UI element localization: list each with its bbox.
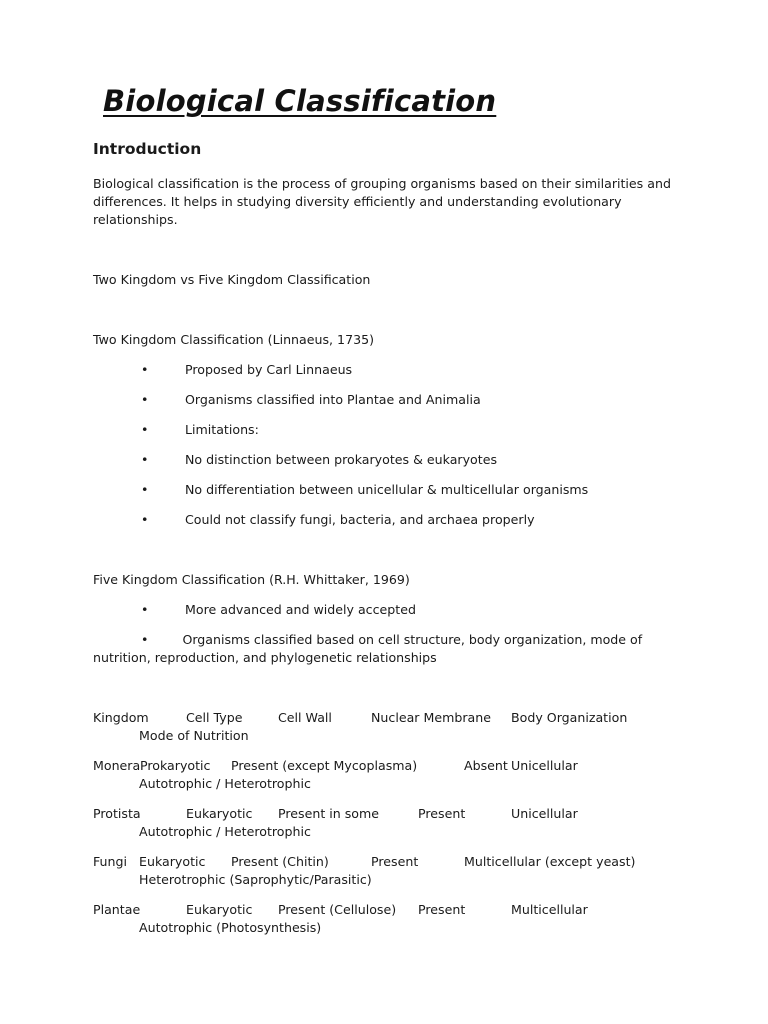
- table-cell: Present (except Mycoplasma): [231, 758, 418, 773]
- bullet-icon: •: [141, 362, 149, 377]
- table-cell: Plantae: [93, 902, 141, 917]
- table-cell: Multicellular (except yeast): [464, 854, 636, 869]
- table-cell: Present (Chitin): [231, 854, 329, 869]
- column-header: Body Organization: [511, 710, 628, 725]
- intro-paragraph: Biological classification is the process of grouping organisms based on their similarities and differences. It helps in studying diversity efficiently and understanding evolutionary relationships.: [93, 176, 671, 227]
- table-cell: Absent: [464, 758, 508, 773]
- table-cell: Present: [371, 854, 419, 869]
- bullet-icon: •: [141, 512, 149, 527]
- bullet-icon: •: [141, 602, 149, 617]
- list-item-text: Organisms classified based on cell structure, body organization, mode of nutrition, reproduction, and phylogenetic relationships: [93, 632, 643, 665]
- comparison-heading: Two Kingdom vs Five Kingdom Classification: [93, 272, 371, 287]
- table-cell: Eukaryotic: [186, 806, 253, 821]
- bullet-icon: •: [141, 422, 149, 437]
- table-cell: Unicellular: [511, 806, 578, 821]
- bullet-icon: •: [141, 482, 149, 497]
- table-cell: Monera: [93, 758, 141, 773]
- list-item-text: Limitations:: [185, 422, 259, 437]
- table-header-row: [0, 709, 768, 745]
- table-cell: Autotrophic / Heterotrophic: [139, 776, 311, 791]
- table-cell: Heterotrophic (Saprophytic/Parasitic): [139, 872, 372, 887]
- list-item-text: Organisms classified into Plantae and Animalia: [185, 392, 481, 407]
- list-item-text: Proposed by Carl Linnaeus: [185, 362, 353, 377]
- table-cell: Present: [418, 806, 466, 821]
- two-kingdom-heading: Two Kingdom Classification (Linnaeus, 1735): [93, 332, 375, 347]
- intro-heading: Introduction: [93, 140, 202, 158]
- bullet-icon: •: [141, 452, 149, 467]
- list-item-text: No distinction between prokaryotes & eukaryotes: [185, 452, 498, 467]
- list-item-text: Could not classify fungi, bacteria, and archaea properly: [185, 512, 535, 527]
- column-header: Cell Wall: [278, 710, 332, 725]
- table-cell: Autotrophic (Photosynthesis): [139, 920, 322, 935]
- document-title: Biological Classification: [103, 84, 497, 118]
- table-cell: Present in some: [278, 806, 380, 821]
- column-header: Nuclear Membrane: [371, 710, 491, 725]
- table-cell: Eukaryotic: [186, 902, 253, 917]
- table-cell: Unicellular: [511, 758, 578, 773]
- table-cell: Prokaryotic: [140, 758, 211, 773]
- table-cell: Protista: [93, 806, 141, 821]
- table-row: [0, 757, 768, 793]
- bullet-icon: •: [141, 392, 149, 407]
- list-item: [93, 631, 673, 667]
- list-item-text: More advanced and widely accepted: [185, 602, 416, 617]
- table-cell: Autotrophic / Heterotrophic: [139, 824, 311, 839]
- bullet-icon: •: [141, 632, 149, 647]
- list-item-text: No differentiation between unicellular & multicellular organisms: [185, 482, 589, 497]
- table-cell: Present: [418, 902, 466, 917]
- column-header: Cell Type: [186, 710, 243, 725]
- table-row: [0, 901, 768, 937]
- column-header: Mode of Nutrition: [139, 728, 249, 743]
- table-cell: Present (Cellulose): [278, 902, 397, 917]
- table-row: [0, 853, 768, 889]
- column-header: Kingdom: [93, 710, 149, 725]
- table-row: [0, 805, 768, 841]
- table-cell: Fungi: [93, 854, 128, 869]
- table-cell: Multicellular: [511, 902, 588, 917]
- table-cell: Eukaryotic: [139, 854, 206, 869]
- five-kingdom-heading: Five Kingdom Classification (R.H. Whittaker, 1969): [93, 572, 410, 587]
